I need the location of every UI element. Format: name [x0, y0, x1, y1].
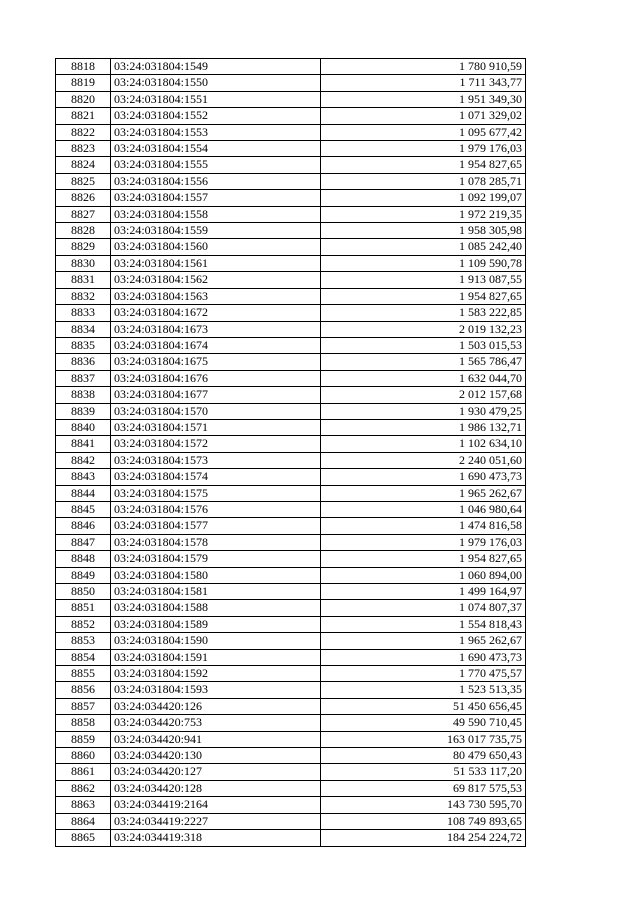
cadastral-number-cell: 03:24:031804:1675 — [111, 354, 321, 370]
table-row — [56, 157, 526, 173]
table-row — [56, 370, 526, 386]
cadastral-value-cell: 1 554 818,43 — [321, 616, 526, 632]
cadastral-number-cell: 03:24:031804:1574 — [111, 469, 321, 485]
cadastral-value-cell: 1 986 132,71 — [321, 419, 526, 435]
cadastral-number-cell: 03:24:031804:1572 — [111, 436, 321, 452]
table-row — [56, 731, 526, 747]
row-number-cell: 8854 — [56, 649, 111, 665]
row-number-cell: 8819 — [56, 75, 111, 91]
row-number-cell: 8835 — [56, 337, 111, 353]
cadastral-value-cell: 1 074 807,37 — [321, 600, 526, 616]
cadastral-value-cell: 163 017 735,75 — [321, 731, 526, 747]
cadastral-number-cell: 03:24:031804:1676 — [111, 370, 321, 386]
cadastral-value-cell: 143 730 595,70 — [321, 797, 526, 813]
cadastral-value-cell: 1 474 816,58 — [321, 518, 526, 534]
cadastral-number-cell: 03:24:031804:1562 — [111, 272, 321, 288]
table-row — [56, 501, 526, 517]
cadastral-value-cell: 1 085 242,40 — [321, 239, 526, 255]
row-number-cell: 8856 — [56, 682, 111, 698]
row-number-cell: 8837 — [56, 370, 111, 386]
table-row — [56, 436, 526, 452]
table-row — [56, 288, 526, 304]
cadastral-number-cell: 03:24:034420:127 — [111, 764, 321, 780]
cadastral-number-cell: 03:24:031804:1559 — [111, 223, 321, 239]
row-number-cell: 8860 — [56, 748, 111, 764]
row-number-cell: 8843 — [56, 469, 111, 485]
cadastral-value-cell: 1 690 473,73 — [321, 469, 526, 485]
table-row — [56, 518, 526, 534]
row-number-cell: 8841 — [56, 436, 111, 452]
cadastral-number-cell: 03:24:031804:1553 — [111, 124, 321, 140]
table-row — [56, 173, 526, 189]
cadastral-number-cell: 03:24:031804:1577 — [111, 518, 321, 534]
cadastral-value-cell: 1 965 262,67 — [321, 633, 526, 649]
table-row — [56, 649, 526, 665]
cadastral-number-cell: 03:24:031804:1589 — [111, 616, 321, 632]
cadastral-number-cell: 03:24:031804:1588 — [111, 600, 321, 616]
table-row — [56, 321, 526, 337]
table-row — [56, 419, 526, 435]
row-number-cell: 8858 — [56, 715, 111, 731]
cadastral-value-cell: 1 523 513,35 — [321, 682, 526, 698]
cadastral-number-cell: 03:24:031804:1551 — [111, 91, 321, 107]
row-number-cell: 8838 — [56, 387, 111, 403]
row-number-cell: 8842 — [56, 452, 111, 468]
cadastral-value-cell: 1 930 479,25 — [321, 403, 526, 419]
cadastral-number-cell: 03:24:034420:128 — [111, 780, 321, 796]
cadastral-number-cell: 03:24:031804:1593 — [111, 682, 321, 698]
cadastral-value-cell: 108 749 893,65 — [321, 813, 526, 829]
row-number-cell: 8821 — [56, 108, 111, 124]
cadastral-number-cell: 03:24:034419:2227 — [111, 813, 321, 829]
cadastral-number-cell: 03:24:031804:1578 — [111, 534, 321, 550]
table-row — [56, 141, 526, 157]
cadastral-value-cell: 1 503 015,53 — [321, 337, 526, 353]
table-row — [56, 255, 526, 271]
cadastral-number-cell: 03:24:031804:1573 — [111, 452, 321, 468]
cadastral-number-cell: 03:24:031804:1560 — [111, 239, 321, 255]
cadastral-number-cell: 03:24:031804:1555 — [111, 157, 321, 173]
row-number-cell: 8822 — [56, 124, 111, 140]
cadastral-value-cell: 1 499 164,97 — [321, 584, 526, 600]
cadastral-value-cell: 1 092 199,07 — [321, 190, 526, 206]
cadastral-number-cell: 03:24:031804:1558 — [111, 206, 321, 222]
row-number-cell: 8864 — [56, 813, 111, 829]
cadastral-value-cell: 1 632 044,70 — [321, 370, 526, 386]
cadastral-number-cell: 03:24:031804:1580 — [111, 567, 321, 583]
table-row — [56, 305, 526, 321]
cadastral-number-cell: 03:24:031804:1570 — [111, 403, 321, 419]
table-row — [56, 666, 526, 682]
table-row — [56, 75, 526, 91]
cadastral-value-cell: 1 770 475,57 — [321, 666, 526, 682]
cadastral-number-cell: 03:24:034420:753 — [111, 715, 321, 731]
row-number-cell: 8836 — [56, 354, 111, 370]
row-number-cell: 8844 — [56, 485, 111, 501]
row-number-cell: 8850 — [56, 584, 111, 600]
table-body — [56, 59, 526, 847]
cadastral-number-cell: 03:24:031804:1677 — [111, 387, 321, 403]
row-number-cell: 8851 — [56, 600, 111, 616]
cadastral-value-table — [55, 58, 526, 847]
cadastral-number-cell: 03:24:031804:1575 — [111, 485, 321, 501]
cadastral-value-cell: 184 254 224,72 — [321, 830, 526, 846]
cadastral-number-cell: 03:24:031804:1576 — [111, 501, 321, 517]
row-number-cell: 8833 — [56, 305, 111, 321]
cadastral-number-cell: 03:24:031804:1590 — [111, 633, 321, 649]
cadastral-value-cell: 1 954 827,65 — [321, 157, 526, 173]
table-row — [56, 764, 526, 780]
row-number-cell: 8828 — [56, 223, 111, 239]
cadastral-value-cell: 51 533 117,20 — [321, 764, 526, 780]
cadastral-value-cell: 1 095 677,42 — [321, 124, 526, 140]
row-number-cell: 8840 — [56, 419, 111, 435]
cadastral-number-cell: 03:24:031804:1673 — [111, 321, 321, 337]
table-row — [56, 223, 526, 239]
cadastral-value-cell: 1 979 176,03 — [321, 141, 526, 157]
cadastral-value-cell: 1 954 827,65 — [321, 288, 526, 304]
cadastral-value-cell: 1 071 329,02 — [321, 108, 526, 124]
table-row — [56, 813, 526, 829]
cadastral-number-cell: 03:24:031804:1561 — [111, 255, 321, 271]
row-number-cell: 8852 — [56, 616, 111, 632]
table-row — [56, 272, 526, 288]
cadastral-value-cell: 1 711 343,77 — [321, 75, 526, 91]
table-row — [56, 600, 526, 616]
table-row — [56, 584, 526, 600]
cadastral-value-cell: 1 078 285,71 — [321, 173, 526, 189]
cadastral-value-cell: 1 690 473,73 — [321, 649, 526, 665]
table-row — [56, 567, 526, 583]
cadastral-value-cell: 1 913 087,55 — [321, 272, 526, 288]
table-row — [56, 337, 526, 353]
cadastral-value-cell: 80 479 650,43 — [321, 748, 526, 764]
row-number-cell: 8855 — [56, 666, 111, 682]
table-row — [56, 748, 526, 764]
cadastral-number-cell: 03:24:031804:1674 — [111, 337, 321, 353]
cadastral-number-cell: 03:24:031804:1591 — [111, 649, 321, 665]
row-number-cell: 8861 — [56, 764, 111, 780]
row-number-cell: 8825 — [56, 173, 111, 189]
row-number-cell: 8818 — [56, 59, 111, 75]
cadastral-value-cell: 1 583 222,85 — [321, 305, 526, 321]
cadastral-number-cell: 03:24:031804:1571 — [111, 419, 321, 435]
cadastral-number-cell: 03:24:031804:1550 — [111, 75, 321, 91]
row-number-cell: 8829 — [56, 239, 111, 255]
row-number-cell: 8849 — [56, 567, 111, 583]
row-number-cell: 8832 — [56, 288, 111, 304]
cadastral-number-cell: 03:24:034420:941 — [111, 731, 321, 747]
cadastral-number-cell: 03:24:034420:130 — [111, 748, 321, 764]
table-row — [56, 354, 526, 370]
cadastral-value-cell: 1 979 176,03 — [321, 534, 526, 550]
cadastral-value-cell: 1 780 910,59 — [321, 59, 526, 75]
cadastral-value-cell: 1 965 262,67 — [321, 485, 526, 501]
table-row — [56, 108, 526, 124]
cadastral-value-cell: 2 019 132,23 — [321, 321, 526, 337]
row-number-cell: 8857 — [56, 698, 111, 714]
cadastral-number-cell: 03:24:031804:1556 — [111, 173, 321, 189]
table-row — [56, 206, 526, 222]
table-row — [56, 59, 526, 75]
row-number-cell: 8834 — [56, 321, 111, 337]
cadastral-value-cell: 1 951 349,30 — [321, 91, 526, 107]
cadastral-number-cell: 03:24:034420:126 — [111, 698, 321, 714]
cadastral-number-cell: 03:24:034419:2164 — [111, 797, 321, 813]
table-row — [56, 469, 526, 485]
table-row — [56, 534, 526, 550]
cadastral-value-cell: 51 450 656,45 — [321, 698, 526, 714]
cadastral-value-cell: 1 972 219,35 — [321, 206, 526, 222]
cadastral-number-cell: 03:24:034419:318 — [111, 830, 321, 846]
row-number-cell: 8862 — [56, 780, 111, 796]
cadastral-number-cell: 03:24:031804:1563 — [111, 288, 321, 304]
row-number-cell: 8826 — [56, 190, 111, 206]
table-row — [56, 387, 526, 403]
row-number-cell: 8863 — [56, 797, 111, 813]
cadastral-number-cell: 03:24:031804:1672 — [111, 305, 321, 321]
cadastral-number-cell: 03:24:031804:1592 — [111, 666, 321, 682]
row-number-cell: 8846 — [56, 518, 111, 534]
row-number-cell: 8820 — [56, 91, 111, 107]
row-number-cell: 8831 — [56, 272, 111, 288]
table-row — [56, 780, 526, 796]
table-row — [56, 616, 526, 632]
cadastral-value-cell: 2 240 051,60 — [321, 452, 526, 468]
cadastral-value-cell: 1 954 827,65 — [321, 551, 526, 567]
row-number-cell: 8830 — [56, 255, 111, 271]
cadastral-number-cell: 03:24:031804:1581 — [111, 584, 321, 600]
table-row — [56, 190, 526, 206]
table-row — [56, 403, 526, 419]
cadastral-number-cell: 03:24:031804:1557 — [111, 190, 321, 206]
cadastral-number-cell: 03:24:031804:1579 — [111, 551, 321, 567]
cadastral-value-cell: 1 958 305,98 — [321, 223, 526, 239]
cadastral-number-cell: 03:24:031804:1549 — [111, 59, 321, 75]
cadastral-value-cell: 1 102 634,10 — [321, 436, 526, 452]
row-number-cell: 8865 — [56, 830, 111, 846]
cadastral-number-cell: 03:24:031804:1552 — [111, 108, 321, 124]
row-number-cell: 8848 — [56, 551, 111, 567]
row-number-cell: 8824 — [56, 157, 111, 173]
table-row — [56, 239, 526, 255]
cadastral-value-cell: 49 590 710,45 — [321, 715, 526, 731]
row-number-cell: 8853 — [56, 633, 111, 649]
row-number-cell: 8823 — [56, 141, 111, 157]
table-row — [56, 698, 526, 714]
table-row — [56, 452, 526, 468]
cadastral-value-cell: 1 046 980,64 — [321, 501, 526, 517]
cadastral-value-cell: 1 565 786,47 — [321, 354, 526, 370]
cadastral-number-cell: 03:24:031804:1554 — [111, 141, 321, 157]
table-row — [56, 797, 526, 813]
cadastral-value-cell: 69 817 575,53 — [321, 780, 526, 796]
table-row — [56, 485, 526, 501]
cadastral-value-cell: 1 109 590,78 — [321, 255, 526, 271]
table-row — [56, 91, 526, 107]
row-number-cell: 8839 — [56, 403, 111, 419]
row-number-cell: 8827 — [56, 206, 111, 222]
cadastral-value-cell: 1 060 894,00 — [321, 567, 526, 583]
table-row — [56, 715, 526, 731]
table-row — [56, 633, 526, 649]
table-row — [56, 551, 526, 567]
row-number-cell: 8845 — [56, 501, 111, 517]
row-number-cell: 8847 — [56, 534, 111, 550]
table-row — [56, 124, 526, 140]
table-row — [56, 682, 526, 698]
row-number-cell: 8859 — [56, 731, 111, 747]
cadastral-value-cell: 2 012 157,68 — [321, 387, 526, 403]
table-row — [56, 830, 526, 846]
